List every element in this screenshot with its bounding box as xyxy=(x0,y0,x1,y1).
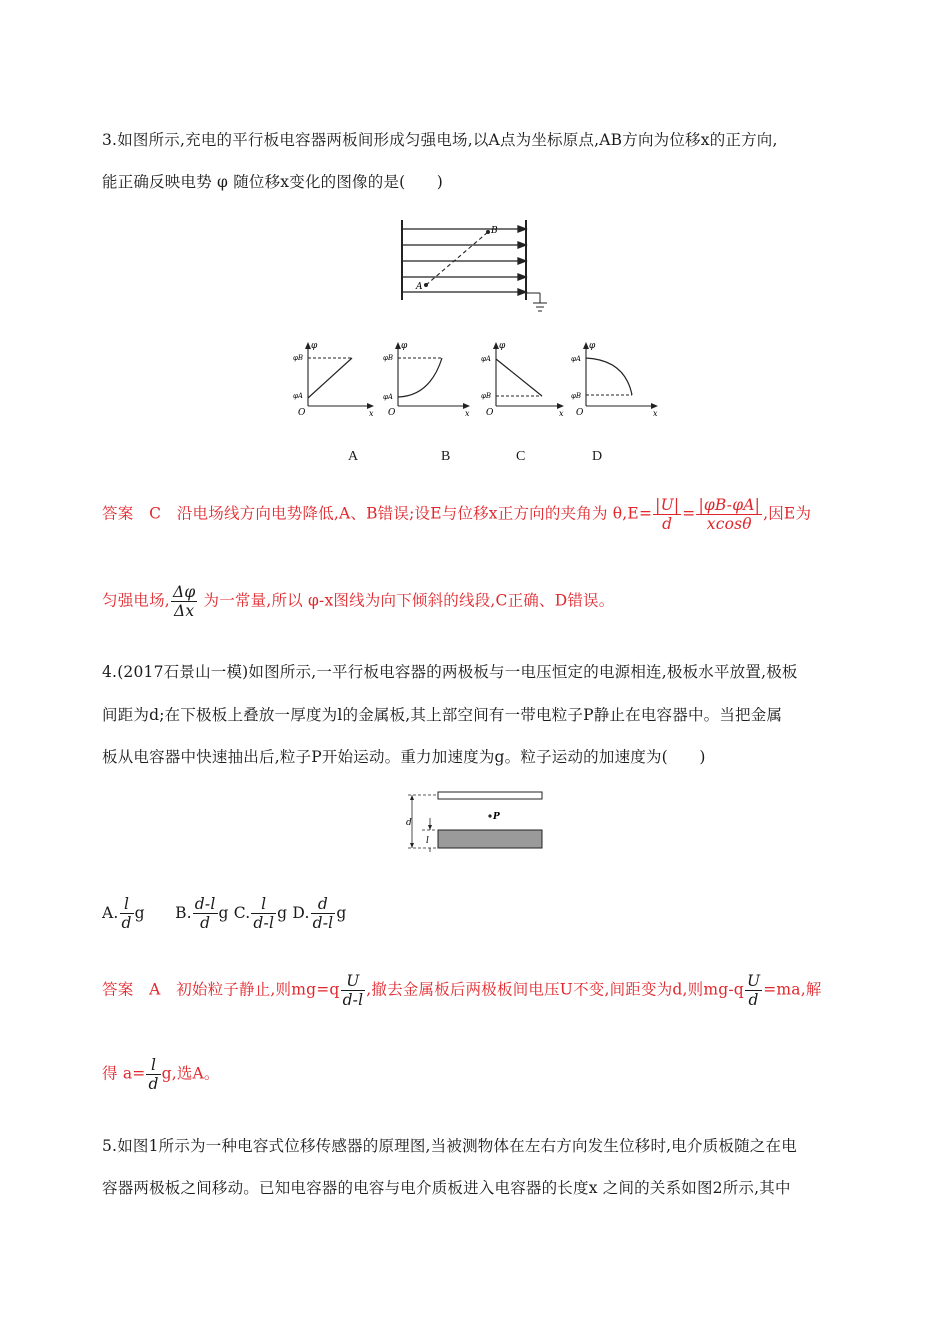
graph-d xyxy=(570,340,662,418)
option-b[interactable] xyxy=(175,895,229,932)
label-d: d xyxy=(406,818,412,828)
point-b xyxy=(486,230,490,234)
label-b: B xyxy=(491,226,498,236)
q4-answer-line2-suffix: g,选A。 xyxy=(161,1064,220,1083)
q4-answer-line1 xyxy=(102,972,822,1009)
origin-label: O xyxy=(298,408,306,418)
phi-a-label: φA xyxy=(293,392,303,400)
option-prefix: A. xyxy=(102,903,119,922)
option-prefix: B. xyxy=(175,903,192,922)
q4-text-line2: 间距为d;在下极板上叠放一厚度为l的金属板,其上部空间有一带电粒子P静止在电容器中。当把金属 xyxy=(102,706,783,724)
graph-a xyxy=(292,340,376,418)
fraction-l-over-d xyxy=(146,1056,160,1093)
origin-label: O xyxy=(388,408,396,418)
option-prefix: C. xyxy=(233,903,251,922)
fraction-u-over-d xyxy=(653,496,681,533)
choice-c-label: C xyxy=(516,449,526,464)
axis-phi-label: φ xyxy=(311,341,318,351)
fraction-denominator: xcosθ xyxy=(706,515,752,533)
q5-text-line1: 5.如图1所示为一种电容式位移传感器的原理图,当被测物体在左右方向发生位移时,电介质板随之在电 xyxy=(102,1137,797,1155)
phi-a-label: φA xyxy=(383,393,393,401)
q4-capacitor-figure xyxy=(402,790,552,858)
phi-b-label: φB xyxy=(481,392,492,400)
fraction-denominator: d-l xyxy=(253,914,275,932)
q3-capacitor-figure xyxy=(398,215,558,315)
fraction-numerator: l xyxy=(251,895,276,914)
fraction-numerator: l xyxy=(120,895,134,914)
fraction-numerator: Δφ xyxy=(172,583,196,601)
axis-x-label: x xyxy=(653,409,658,418)
particle-p xyxy=(488,814,491,817)
origin-label: O xyxy=(576,408,584,418)
q4-answer-suffix: =ma,解 xyxy=(763,980,822,999)
q3-answer-line2-suffix: 为一常量,所以 φ-x图线为向下倾斜的线段,C正确、D错误。 xyxy=(198,591,615,610)
axis-phi-label: φ xyxy=(401,341,408,351)
option-fraction xyxy=(251,895,276,932)
fraction-phi-over-xcos xyxy=(696,496,762,533)
choice-b-label: B xyxy=(441,449,451,464)
fraction-numerator: U xyxy=(341,972,366,991)
fraction-denominator: d xyxy=(748,991,759,1009)
q4-answer-prefix: 答案 A 初始粒子静止,则mg=q xyxy=(102,980,340,999)
phi-a-label: φA xyxy=(571,355,581,363)
graph-c xyxy=(480,340,568,418)
q3-text-line2: 能正确反映电势 φ 随位移x变化的图像的是( ) xyxy=(102,173,444,191)
fraction-denominator: d-l xyxy=(312,914,334,932)
q4-answer-mid: ,撤去金属板后两极板间电压U不变,间距变为d,则mg-q xyxy=(366,980,744,999)
axis-x-label: x xyxy=(465,409,470,418)
fraction-dphi-over-dx xyxy=(171,583,197,620)
fraction-numerator: |U| xyxy=(655,496,680,514)
origin-label: O xyxy=(486,408,494,418)
axis-x-label: x xyxy=(559,409,564,418)
fraction-numerator: l xyxy=(146,1056,160,1075)
q4-options xyxy=(102,895,346,932)
q3-answer-line2-prefix: 匀强电场, xyxy=(102,591,170,610)
graph-b xyxy=(382,340,474,418)
option-suffix: g xyxy=(336,903,347,922)
choice-a-label: A xyxy=(348,449,359,464)
q3-answer-line1 xyxy=(102,496,811,533)
option-suffix: g xyxy=(277,903,288,922)
fraction-numerator: d xyxy=(311,895,336,914)
fraction-u-over-d xyxy=(745,972,762,1009)
option-fraction xyxy=(193,895,218,932)
axis-x-label: x xyxy=(369,409,374,418)
option-suffix: g xyxy=(218,903,229,922)
fraction-denominator: d xyxy=(121,914,132,932)
q4-answer-line2-prefix: 得 a= xyxy=(102,1064,146,1083)
fraction-denominator: d xyxy=(662,515,673,533)
fraction-numerator: |φB-φA| xyxy=(698,496,761,514)
fraction-numerator: d-l xyxy=(194,895,216,913)
fraction-denominator: d xyxy=(200,914,211,932)
label-p: P xyxy=(493,812,500,822)
option-fraction xyxy=(311,895,336,932)
phi-b-label: φB xyxy=(571,392,582,400)
fraction-numerator: U xyxy=(746,972,761,990)
option-c[interactable] xyxy=(233,895,288,932)
q5-text-line2: 容器两极板之间移动。已知电容器的电容与电介质板进入电容器的长度x 之间的关系如图2所示,其中 xyxy=(102,1179,791,1197)
q3-text-line1: 3.如图所示,充电的平行板电容器两板间形成匀强电场,以A点为坐标原点,AB方向为位移x的正方向, xyxy=(102,131,778,149)
fraction-denominator: d xyxy=(148,1075,159,1093)
q3-answer-suffix: ,因E为 xyxy=(763,504,812,523)
q4-text-line3: 板从电容器中快速抽出后,粒子P开始运动。重力加速度为g。粒子运动的加速度为( ) xyxy=(102,748,706,766)
option-suffix: g xyxy=(134,903,145,922)
q3-answer-line2 xyxy=(102,583,614,620)
q3-answer-prefix: 答案 C 沿电场线方向电势降低,A、B错误;设E与位移x正方向的夹角为 θ,E= xyxy=(102,504,653,523)
fraction-u-over-d-minus-l xyxy=(341,972,366,1009)
option-prefix: D. xyxy=(292,903,310,922)
fraction-denominator: d-l xyxy=(342,991,364,1009)
point-a xyxy=(424,283,428,287)
axis-phi-label: φ xyxy=(499,341,506,351)
option-fraction xyxy=(120,895,134,932)
fraction-denominator: Δx xyxy=(173,602,195,620)
equals-sign: = xyxy=(682,504,696,523)
axis-phi-label: φ xyxy=(589,341,596,351)
label-l: l xyxy=(426,836,429,846)
phi-b-label: φB xyxy=(383,354,394,362)
choice-d-label: D xyxy=(592,449,603,464)
q4-answer-line2 xyxy=(102,1056,220,1093)
phi-b-label: φB xyxy=(293,354,304,362)
phi-a-label: φA xyxy=(481,355,491,363)
q4-text-line1: 4.(2017石景山一模)如图所示,一平行板电容器的两极板与一电压恒定的电源相连,极板水平放置,极板 xyxy=(102,663,798,681)
label-a: A xyxy=(416,282,423,292)
option-d[interactable] xyxy=(292,895,347,932)
option-a[interactable] xyxy=(102,895,145,932)
